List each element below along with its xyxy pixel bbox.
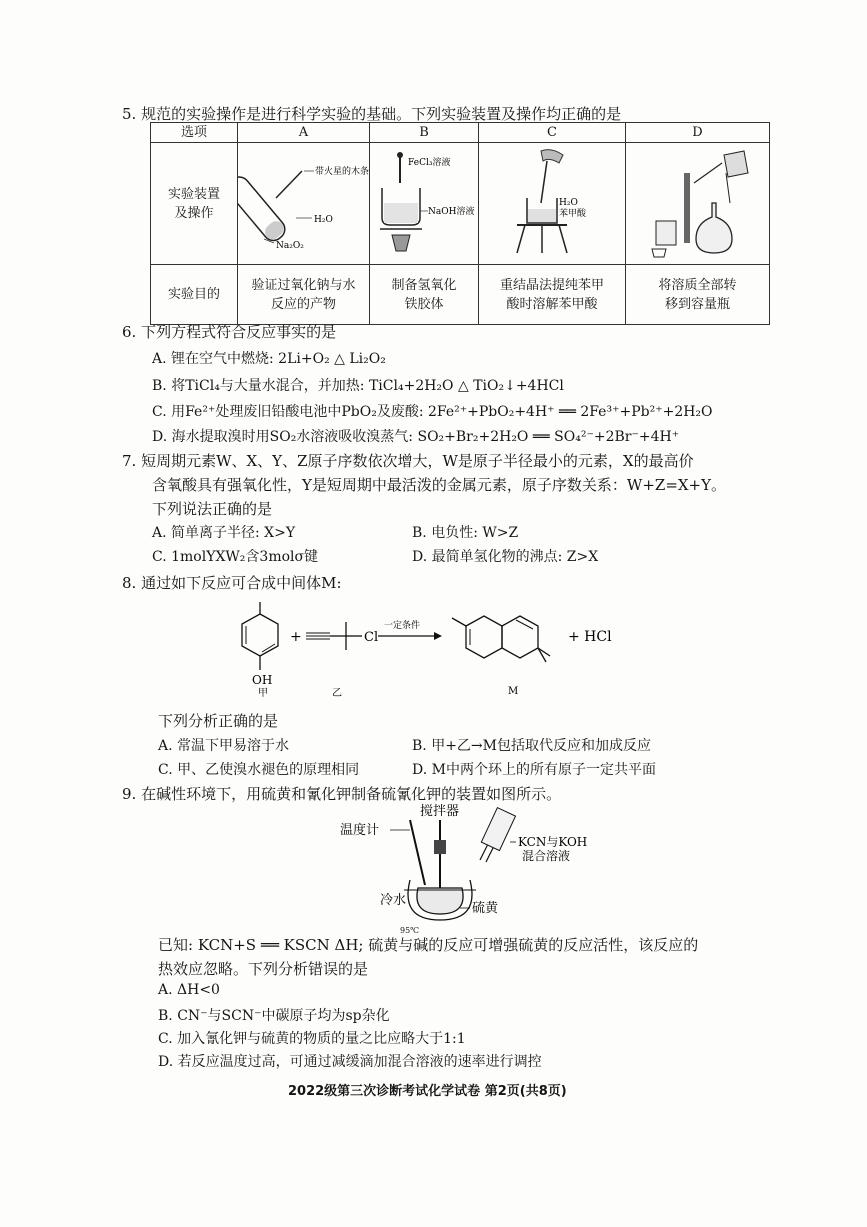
q9-stem: 9. 在碱性环境下，用硫黄和氰化钾制备硫氰化钾的装置如图所示。: [122, 785, 562, 803]
label-naoh: NaOH溶液: [428, 207, 475, 217]
purpose-b: 制备氢氧化铁胶体: [370, 265, 479, 325]
label-na2o2: Na₂O₂: [276, 241, 304, 251]
q5-table: [150, 122, 770, 325]
q8-stem: 8. 通过如下反应可合成中间体M:: [122, 574, 342, 592]
table-header-cell: 选项: [151, 123, 238, 143]
label-water: H₂O: [314, 215, 333, 225]
q9-option-d: D. 若反应温度过高，可通过减缓滴加混合溶液的速率进行调控: [158, 1054, 542, 1070]
q6-option-d: D. 海水提取溴时用SO₂水溶液吸收溴蒸气: SO₂+Br₂+2H₂O ══ SO₄²⁻+2Br⁻+4H⁺: [152, 429, 680, 445]
table-header-cell: A: [238, 123, 370, 143]
q7-stem-line1: 7. 短周期元素W、X、Y、Z原子序数依次增大，W是原子半径最小的元素，X的最高价: [122, 452, 694, 470]
apparatus-b: [370, 143, 479, 265]
q7-stem-line3: 下列说法正确的是: [152, 500, 273, 518]
table-header-cell: D: [626, 123, 770, 143]
q8-option-d: D. M中两个环上的所有原子一定共平面: [412, 762, 656, 778]
q8-option-c: C. 甲、乙使溴水褪色的原理相同: [158, 762, 360, 778]
purpose-d: 将溶质全部转移到容量瓶: [626, 265, 770, 325]
row-label-apparatus: 实验装置及操作: [151, 143, 238, 265]
table-header-cell: B: [370, 123, 479, 143]
q7-option-b: B. 电负性: W>Z: [412, 525, 519, 541]
m-label: M: [508, 686, 519, 697]
cl-label: Cl: [364, 630, 379, 645]
oh-label: OH: [252, 673, 273, 687]
q9-option-a: A. ΔH<0: [158, 982, 220, 998]
label-thermometer: 温度计: [340, 823, 380, 838]
apparatus-c: [479, 143, 626, 265]
q8-option-b: B. 甲+乙→M包括取代反应和加成反应: [412, 738, 651, 754]
q9-known-line2: 热效应忽略。下列分析错误的是: [158, 960, 369, 978]
q6-option-a: A. 锂在空气中燃烧: 2Li+O₂ △ Li₂O₂: [152, 351, 386, 367]
plus-sign: +: [290, 629, 302, 645]
apparatus-diagram: [330, 800, 590, 922]
label-cold-water: 冷水: [380, 893, 407, 908]
q9-option-c: C. 加入氰化钾与硫黄的物质的量之比应略大于1:1: [158, 1031, 466, 1047]
apparatus-d: [626, 143, 770, 265]
label-sulfur: 硫黄: [472, 901, 499, 916]
row-label-purpose: 实验目的: [151, 265, 238, 325]
label-c-water: H₂O: [559, 198, 578, 208]
purpose-a: 验证过氧化钠与水反应的产物: [238, 265, 370, 325]
label-fecl3: FeCl₃溶液: [408, 158, 451, 168]
q7-stem-line2: 含氧酸具有强氧化性，Y是短周期中最活泼的金属元素，原子序数关系：W+Z=X+Y。: [152, 476, 727, 494]
condition-label: 一定条件: [384, 621, 421, 631]
reaction-scheme: [220, 596, 640, 700]
q7-option-a: A. 简单离子半径: X>Y: [152, 525, 296, 541]
q5-stem: 5. 规范的实验操作是进行科学实验的基础。下列实验装置及操作均正确的是: [122, 105, 622, 123]
q9-known-line1: 已知: KCN+S ══ KSCN ΔH; 硫黄与碱的反应可增强硫黄的反应活性，该反应的: [158, 936, 699, 954]
table-header-cell: C: [479, 123, 626, 143]
yi-label: 乙: [332, 688, 342, 699]
q6-stem: 6. 下列方程式符合反应事实的是: [122, 323, 337, 341]
q6-option-c: C. 用Fe²⁺处理废旧铅酸电池中PbO₂及废酸: 2Fe²⁺+PbO₂+4H⁺ ══ 2Fe³⁺+Pb²⁺+2H₂O: [152, 404, 713, 420]
q7-option-c: C. 1molYXW₂含3molσ键: [152, 549, 319, 565]
hcl-label: + HCl: [568, 629, 612, 645]
label-funnel-line2: 混合溶液: [522, 849, 571, 863]
jia-label: 甲: [258, 688, 268, 699]
label-stirrer: 搅拌器: [420, 804, 460, 819]
q8-prompt: 下列分析正确的是: [158, 712, 279, 730]
q8-option-a: A. 常温下甲易溶于水: [158, 738, 290, 754]
label-c-acid: 苯甲酸: [559, 209, 587, 219]
page-footer: 2022级第三次诊断考试化学试卷 第2页(共8页): [288, 1084, 567, 1099]
purpose-c: 重结晶法提纯苯甲酸时溶解苯甲酸: [479, 265, 626, 325]
apparatus-a: [238, 143, 370, 265]
label-funnel-line1: KCN与KOH: [518, 835, 588, 849]
label-stick: 带火星的木条: [315, 167, 369, 177]
q9-option-b: B. CN⁻与SCN⁻中碳原子均为sp杂化: [158, 1008, 390, 1024]
q6-option-b: B. 将TiCl₄与大量水混合，并加热: TiCl₄+2H₂O △ TiO₂↓+4HCl: [152, 378, 564, 394]
temp-condition: 95℃: [400, 926, 420, 935]
q7-option-d: D. 最简单氢化物的沸点: Z>X: [412, 549, 599, 565]
